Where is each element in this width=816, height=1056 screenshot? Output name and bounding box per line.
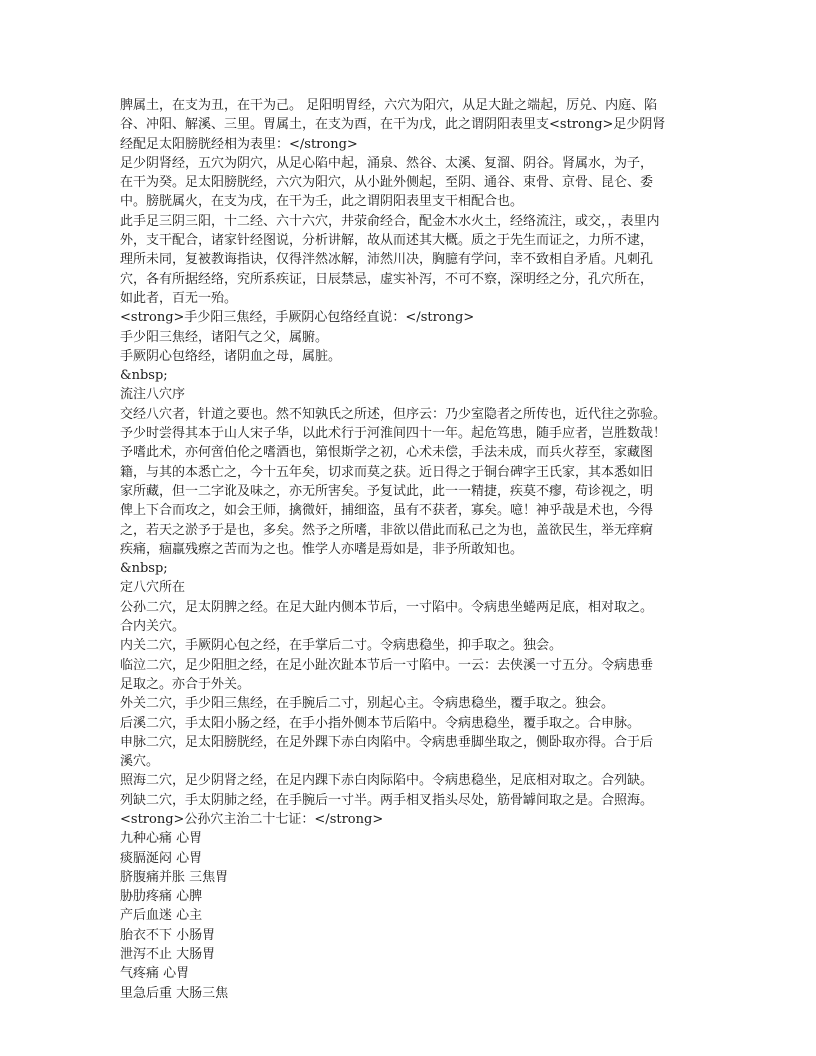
- text-line: 疾痛，痼羸残瘵之苦而为之也。惟学人亦嗜是焉如是，非予所敢知也。: [120, 541, 524, 557]
- list-item: 脐腹痛并胀 三焦胃: [120, 869, 229, 885]
- list-item: 产后血迷 心主: [120, 908, 203, 924]
- text-line: 后溪二穴，手太阳小肠之经，在手小指外侧本节后陷中。令病患稳坐，覆手取之。合申脉。: [120, 715, 641, 731]
- text-line: 中。膀胱属火，在支为戌，在干为壬，此之谓阴阳表里支干相配合也。: [120, 194, 524, 210]
- text-line: 俾上下合而攻之，如会王师，擒微奸，捕细盗，虽有不获者，寡矣。噫！神乎哉是术也，今得: [120, 503, 654, 519]
- list-item: 胁肋疼痛 心脾: [120, 889, 203, 905]
- text-line: 外，支干配合，诸家针经图说，分析讲解，故从而述其大概。质之于先生而证之，力所不逮，: [120, 233, 654, 249]
- text-line: 溪穴。: [120, 754, 160, 770]
- text-line: 予嗜此术，亦何啻伯伦之嗜酒也，第恨斯学之初，心术未偿，手法未成，而兵火荐至，家藏图: [120, 445, 654, 461]
- text-line: 如此者，百无一殆。: [120, 290, 238, 306]
- text-line: 在干为癸。足太阳膀胱经，六穴为阳穴，从小趾外侧起，至阴、通谷、束骨、京骨、昆仑、委: [120, 175, 654, 191]
- text-line: 外关二穴，手少阳三焦经，在手腕后二寸，别起心主。令病患稳坐，覆手取之。独会。: [120, 696, 615, 712]
- text-line: 足少阴肾经，五穴为阴穴，从足心陷中起，涌泉、然谷、太溪、复溜、阴谷。肾属水，为子，: [120, 155, 654, 171]
- text-line: 经配足太阳膀胱经相为表里：</strong>: [120, 136, 358, 152]
- section-heading: <strong>公孙穴主治二十七证：</strong>: [120, 811, 384, 827]
- text-line: 申脉二穴，足太阳膀胱经，在足外踝下赤白肉陷中。令病患垂脚坐取之，侧卧取亦得。合于后: [120, 734, 654, 750]
- text-line: 列缺二穴，手太阴肺之经，在手腕后一寸半。两手相叉指头尽处，筋骨罅间取之是。合照海。: [120, 792, 654, 808]
- text-line: 之，若天之淤予于是也，多矣。然予之所嗜，非欲以借此而私己之为也，盖欲民生，举无痒痾: [120, 522, 654, 538]
- text-line: 此手足三阴三阳，十二经、六十六穴，井荥俞经合，配金木水火土，经络流注，或交，，表里内: [120, 213, 660, 229]
- text-line: 理所未同，复被教诲指诀，仅得泮然冰解，沛然川决，胸臆有学问，幸不致相自矛盾。凡刺孔: [120, 252, 654, 268]
- text-line: 家所藏，但一二字讹及味之，亦无所害矣。予复试此，此一一精捷，疾莫不瘳，苟诊视之，明: [120, 483, 654, 499]
- section-title: 定八穴所在: [120, 580, 186, 596]
- text-line: 脾属土，在支为丑，在干为己。 足阳明胃经，六穴为阳穴，从足大趾之端起，厉兑、内庭、陷: [120, 98, 658, 113]
- text-line: 照海二穴，足少阴肾之经，在足内踝下赤白肉际陷中。令病患稳坐，足底相对取之。合列缺。: [120, 773, 654, 789]
- nbsp-line: &nbsp;: [120, 561, 168, 577]
- text-line: 临泣二穴，足少阳胆之经，在足小趾次趾本节后一寸陷中。一云：去侠溪一寸五分。令病患垂: [120, 657, 654, 673]
- list-item: 泄泻不止 大肠胃: [120, 947, 216, 963]
- section-heading: <strong>手少阳三焦经，手厥阴心包络经直说：</strong>: [120, 310, 475, 326]
- text-line: 籍，与其的本悉亡之，今十五年矣，切求而莫之获。近日得之于铜台碑字王氏家，其本悉如旧: [120, 464, 654, 480]
- document-page: [120, 96, 704, 1003]
- text-line: 内关二穴，手厥阴心包之经，在手掌后二寸。令病患稳坐，抑手取之。独会。: [120, 638, 563, 654]
- list-item: 痰膈涎闷 心胃: [120, 850, 203, 866]
- text-line: 予少时尝得其本于山人宋子华，以此术行于河淮间四十一年。起危笃患，随手应者，岂胜数哉！: [120, 426, 667, 442]
- text-line: 穴，各有所据经络，究所系疾证，日辰禁忌，虚实补泻，不可不察，深明经之分，孔穴所在，: [120, 271, 654, 287]
- list-item: 里急后重 大肠三焦: [120, 985, 229, 1001]
- text-line: 足取之。亦合于外关。: [120, 676, 251, 692]
- text-line: 交经八穴者，针道之要也。然不知孰氏之所述，但序云：乃少室隐者之所传也，近代往之弥验。: [120, 406, 667, 422]
- nbsp-line: &nbsp;: [120, 368, 168, 384]
- list-item: 气疼痛 心胃: [120, 966, 190, 982]
- list-item: 胎衣不下 小肠胃: [120, 927, 216, 943]
- text-line: 合内关穴。: [120, 619, 186, 635]
- list-item: 九种心痛 心胃: [120, 831, 203, 847]
- text-line: 公孙二穴，足太阴脾之经。在足大趾内侧本节后，一寸陷中。令病患坐蜷两足底，相对取之。: [120, 599, 654, 615]
- section-title: 流注八穴序: [120, 387, 186, 403]
- text-line: 谷、冲阳、解溪、三里。胃属土，在支为酉，在干为戊，此之谓阴阳表里支<strong>足少阴肾: [120, 117, 666, 133]
- text-line: 手厥阴心包络经，诸阴血之母，属脏。: [120, 348, 342, 364]
- text-line: 手少阳三焦经，诸阳气之父，属腑。: [120, 329, 329, 345]
